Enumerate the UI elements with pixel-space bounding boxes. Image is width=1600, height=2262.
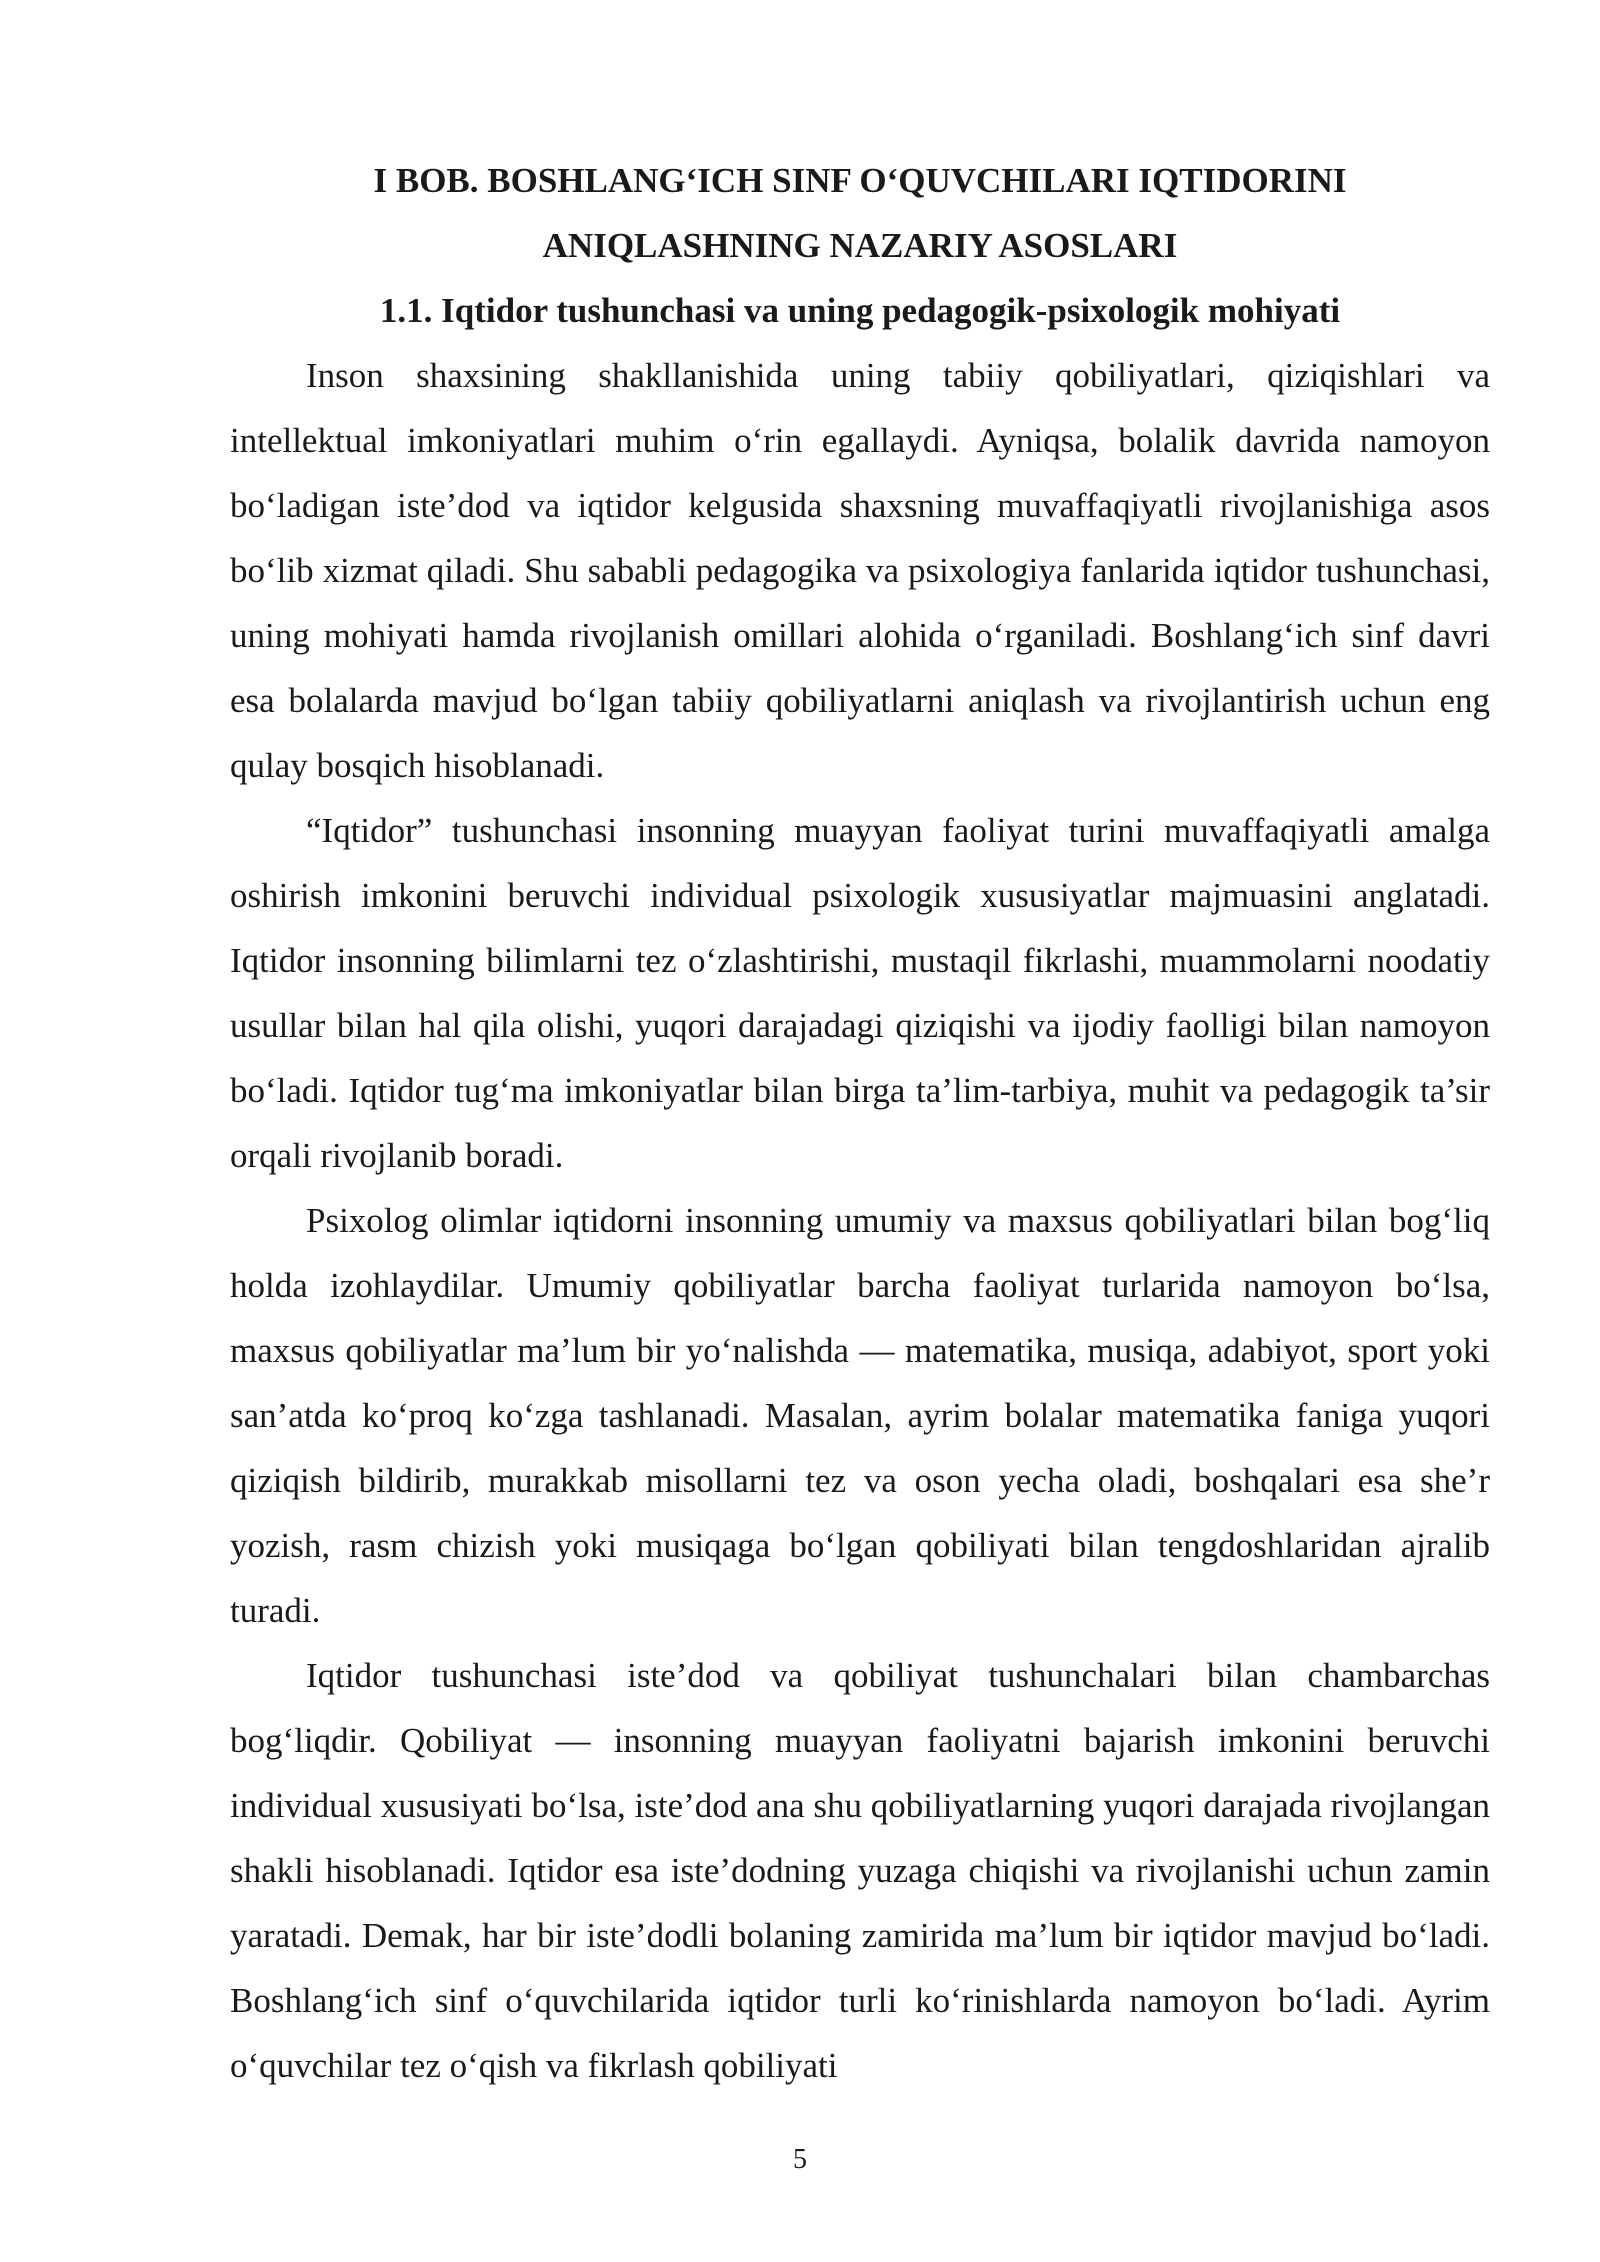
document-page	[230, 148, 1490, 2098]
section-title: 1.1. Iqtidor tushunchasi va uning pedagogik-psixologik mohiyati	[379, 291, 1341, 330]
paragraph-3: Psixolog olimlar iqtidorni insonning umumiy va maxsus qobiliyatlari bilan bog‘liq holda izohlaydilar. Umumiy qobiliyatlar barcha faoliyat turlarida namoyon bo‘lsa, maxsus qobiliyatlar ma’lum bir yo‘nalishda — matematika, musiqa, adabiyot, sport yoki san’atda ko‘proq ko‘zga tashlanadi. Masalan, ayrim bolalar matematika faniga yuqori qiziqish bildirib, murakkab misollarni tez va oson yecha oladi, boshqalari esa she’r yozish, rasm chizish yoki musiqaga bo‘lgan qobiliyati bilan tengdoshlaridan ajralib turadi.	[230, 1201, 1490, 1630]
paragraph-4: Iqtidor tushunchasi iste’dod va qobiliyat tushunchalari bilan chambarchas bog‘liqdir. Qobiliyat — insonning muayyan faoliyatni bajarish imkonini beruvchi individual xususiyati bo‘lsa, iste’dod ana shu qobiliyatlarning yuqori darajada rivojlangan shakli hisoblanadi. Iqtidor esa iste’dodning yuzaga chiqishi va rivojlanishi uchun zamin yaratadi. Demak, har bir iste’dodli bolaning zamirida ma’lum bir iqtidor mavjud bo‘ladi. Boshlang‘ich sinf o‘quvchilarida iqtidor turli ko‘rinishlarda namoyon bo‘ladi. Ayrim o‘quvchilar tez o‘qish va fikrlash qobiliyati	[230, 1656, 1490, 2085]
paragraph-1: Inson shaxsining shakllanishida uning tabiiy qobiliyatlari, qiziqishlari va intellektual imkoniyatlari muhim o‘rin egallaydi. Ayniqsa, bolalik davrida namoyon bo‘ladigan iste’dod va iqtidor kelgusida shaxsning muvaffaqiyatli rivojlanishiga asos bo‘lib xizmat qiladi. Shu sababli pedagogika va psixologiya fanlarida iqtidor tushunchasi, uning mohiyati hamda rivojlanish omillari alohida o‘rganiladi. Boshlang‘ich sinf davri esa bolalarda mavjud bo‘lgan tabiiy qobiliyatlarni aniqlash va rivojlantirish uchun eng qulay bosqich hisoblanadi.	[230, 356, 1490, 785]
chapter-title-line-2: ANIQLASHNING NAZARIY ASOSLARI	[542, 226, 1178, 265]
page-number: 5	[793, 2144, 807, 2175]
paragraph-2: “Iqtidor” tushunchasi insonning muayyan faoliyat turini muvaffaqiyatli amalga oshirish imkonini beruvchi individual psixologik xususiyatlar majmuasini anglatadi. Iqtidor insonning bilimlarni tez o‘zlashtirishi, mustaqil fikrlashi, muammolarni noodatiy usullar bilan hal qila olishi, yuqori darajadagi qiziqishi va ijodiy faolligi bilan namoyon bo‘ladi. Iqtidor tug‘ma imkoniyatlar bilan birga ta’lim-tarbiya, muhit va pedagogik ta’sir orqali rivojlanib boradi.	[230, 811, 1490, 1175]
chapter-title-line-1: I BOB. BOSHLANG‘ICH SINF O‘QUVCHILARI IQTIDORINI	[373, 161, 1347, 200]
